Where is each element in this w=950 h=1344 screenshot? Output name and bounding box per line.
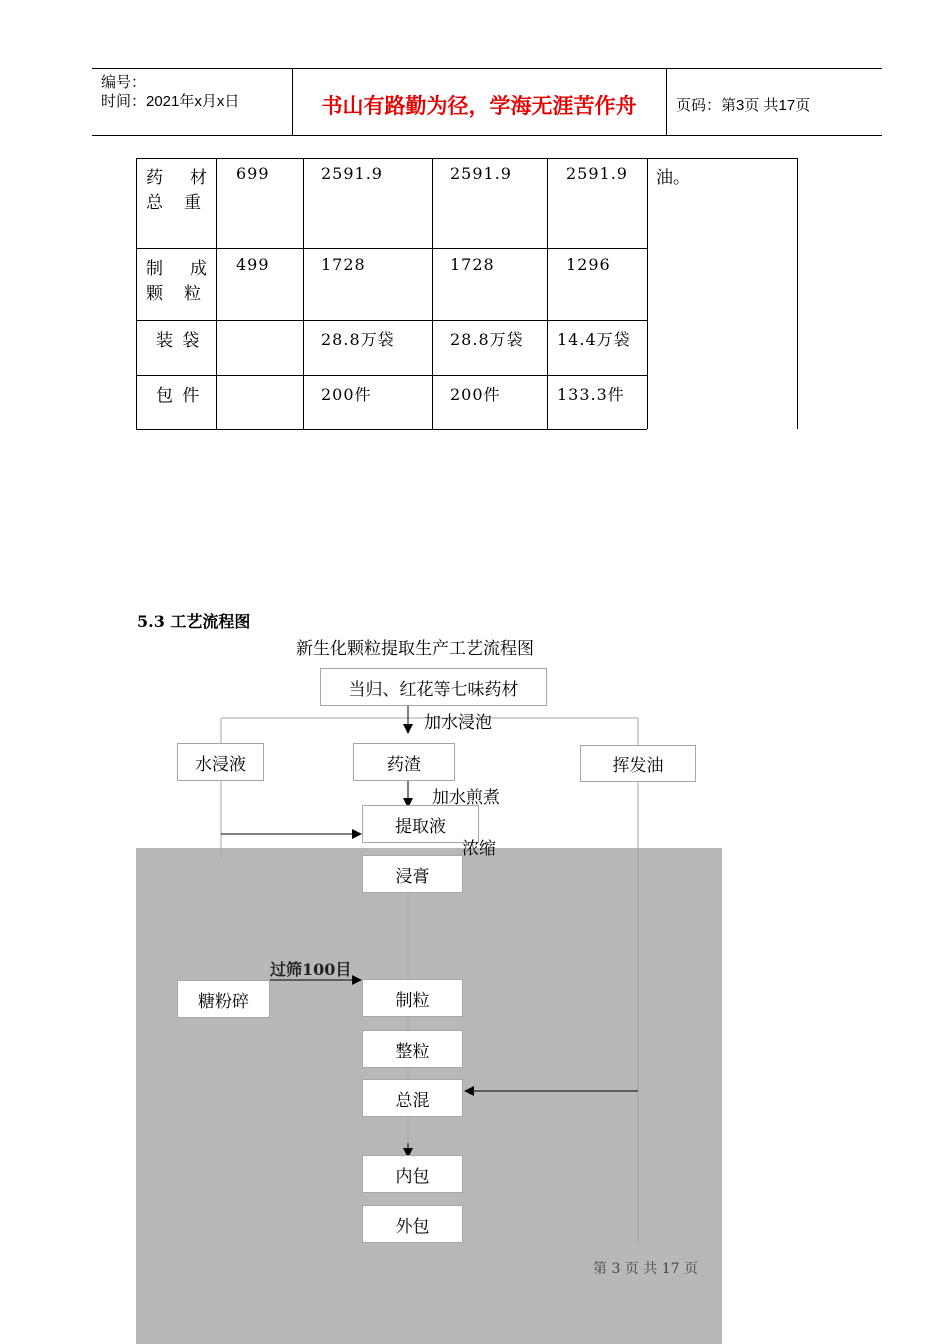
- row1-col2: 2591.9: [321, 164, 383, 183]
- row4-col3: 200件: [450, 385, 501, 404]
- row3-col4: 14.4万袋: [557, 330, 631, 349]
- row1-col1: 699: [236, 164, 270, 183]
- row1-col3: 2591.9: [450, 164, 512, 183]
- row2-col4: 1296: [566, 255, 611, 274]
- table-remark: 油。: [656, 168, 690, 188]
- row2-label-char-1: 制: [146, 259, 163, 279]
- row1-label-char-2: 材: [190, 168, 207, 188]
- row1-label-char-3: 总: [146, 193, 163, 213]
- section-heading: 5.3 工艺流程图: [137, 612, 251, 631]
- header-page-label: 页码：第3页 共17页: [676, 97, 811, 114]
- box-residue: 药渣: [353, 743, 455, 781]
- box-mixing: 总混: [362, 1079, 463, 1117]
- note-decoct: 加水煎煮: [432, 788, 500, 808]
- row4-col2: 200件: [321, 385, 372, 404]
- header-motto: 书山有路勤为径，学海无涯苦作舟: [321, 94, 637, 118]
- row2-label-char-4: 粒: [184, 284, 201, 304]
- row1-col4: 2591.9: [566, 164, 628, 183]
- row2-col2: 1728: [321, 255, 366, 274]
- row2-col1: 499: [236, 255, 270, 274]
- header-time-label: 时间：2021年x月x日: [101, 93, 240, 110]
- box-raw-materials: 当归、红花等七味药材: [320, 668, 547, 706]
- box-extract: 提取液: [362, 805, 479, 843]
- box-water-extract: 水浸液: [177, 743, 264, 781]
- row1-label-char-1: 药: [146, 168, 163, 188]
- box-sugar: 糖粉碎: [177, 980, 270, 1018]
- row2-label-char-3: 颗: [146, 284, 163, 304]
- row3-col3: 28.8万袋: [450, 330, 524, 349]
- row2-label-char-2: 成: [190, 259, 207, 279]
- flowchart-title: 新生化颗粒提取生产工艺流程图: [296, 639, 534, 659]
- note-soak: 加水浸泡: [424, 713, 492, 733]
- note-sieve: 过筛100目: [270, 960, 352, 979]
- row2-col3: 1728: [450, 255, 495, 274]
- box-volatile-oil: 挥发油: [580, 745, 696, 782]
- note-concentrate: [462, 834, 496, 848]
- row3-label: 装 袋: [156, 331, 202, 351]
- box-granulate: 制粒: [362, 979, 463, 1017]
- footer-page-number: 第 3 页 共 17 页: [593, 1261, 698, 1277]
- box-inner-pack: 内包: [362, 1155, 463, 1193]
- box-sizing: 整粒: [362, 1030, 463, 1068]
- header-code-label: 编号：: [101, 74, 147, 91]
- row4-label: 包 件: [156, 386, 202, 406]
- box-outer-pack: 外包: [362, 1205, 463, 1243]
- row3-col2: 28.8万袋: [321, 330, 395, 349]
- row1-label-char-4: 重: [184, 193, 201, 213]
- box-paste: 浸膏: [362, 855, 463, 893]
- row4-col4: 133.3件: [557, 385, 625, 404]
